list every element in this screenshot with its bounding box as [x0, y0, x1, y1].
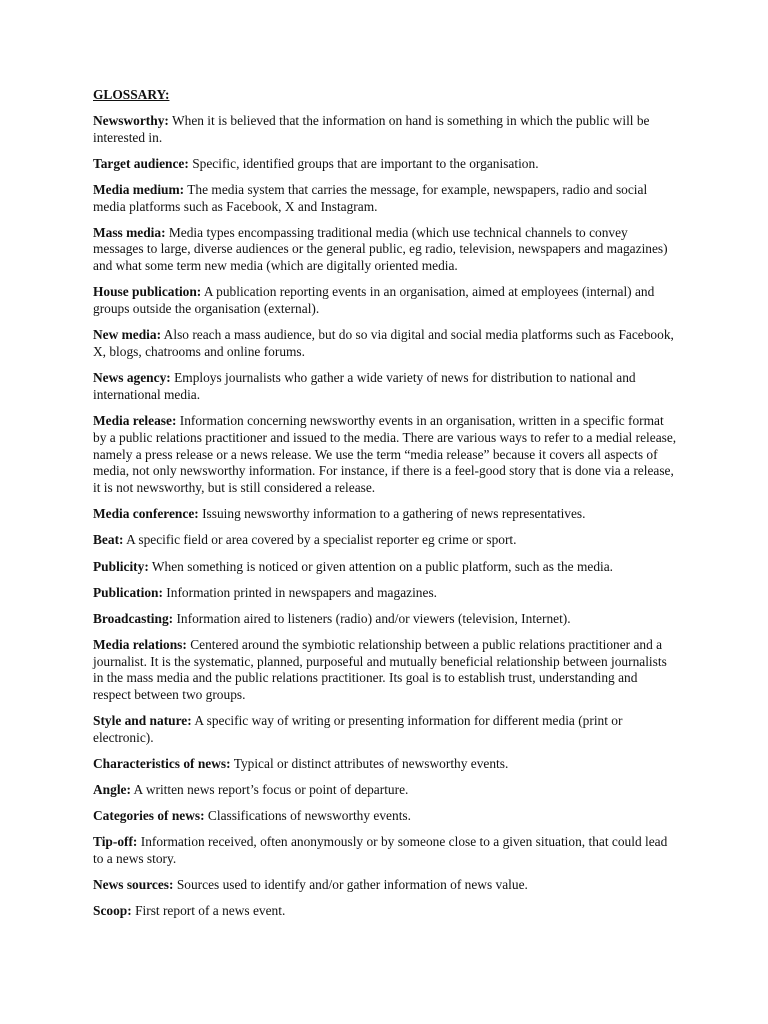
entry-definition: Information concerning newsworthy events in an organisation, written in a specific format by a public relations practitioner and issued to the media. There are various ways to refer to a medial release, namely a press release or a news release. We use the term “media release” because it covers all aspects of media, not only newsworthy information. For instance, if there is a feel-good story that is done via a release, it is not newsworthy, but is still considered a release.	[93, 413, 677, 496]
glossary-entry-publicity	[93, 559, 678, 576]
entry-definition: Also reach a mass audience, but do so via digital and social media platforms such as Facebook, X, blogs, chatrooms and online forums.	[93, 327, 674, 360]
entry-term: Mass media:	[93, 224, 166, 240]
entry-term: Media relations:	[93, 636, 187, 652]
entry-term: News agency:	[93, 370, 171, 386]
glossary-entry-publication	[93, 585, 678, 602]
entry-definition: When something is noticed or given attention on a public platform, such as the media.	[151, 558, 614, 574]
glossary-entry-media-conference	[93, 506, 678, 523]
entry-term: Characteristics of news:	[93, 756, 231, 772]
entry-term: Broadcasting:	[93, 610, 174, 626]
entry-term: Publication:	[93, 584, 163, 600]
entry-definition: Centered around the symbiotic relationship between a public relations practitioner and a journalist. It is the systematic, planned, purposeful and mutually beneficial relationship between journalists in the mass media and the public relations practitioner. Its goal is to establish trust, understanding and respect between two groups.	[93, 636, 667, 703]
glossary-entry-newsworthy	[93, 113, 678, 147]
entry-term: Tip-off:	[93, 834, 138, 850]
entry-definition: Media types encompassing traditional media (which use technical channels to convey messages to large, diverse audiences or the general public, eg radio, television, newspapers and magazines) and what some term new media (which are digitally oriented media.	[93, 224, 668, 274]
entry-term: Scoop:	[93, 903, 132, 919]
glossary-entry-media-relations	[93, 637, 678, 704]
glossary-entry-media-medium	[93, 182, 678, 216]
entry-definition: A written news report’s focus or point of departure.	[133, 782, 409, 798]
glossary-entry-broadcasting	[93, 611, 678, 628]
glossary-entry-media-release	[93, 413, 678, 497]
entry-definition: Issuing newsworthy information to a gathering of news representatives.	[202, 506, 586, 522]
document-page	[93, 87, 678, 930]
glossary-entry-house-publication	[93, 284, 678, 318]
entry-term: News sources:	[93, 877, 174, 893]
entry-term: House publication:	[93, 284, 202, 300]
entry-term: Angle:	[93, 782, 131, 798]
entry-definition: Specific, identified groups that are important to the organisation.	[192, 155, 539, 171]
glossary-entry-target-audience	[93, 156, 678, 173]
entry-term: Target audience:	[93, 155, 189, 171]
entry-definition: Sources used to identify and/or gather information of news value.	[176, 877, 528, 893]
entry-term: Beat:	[93, 532, 124, 548]
entry-term: Media medium:	[93, 181, 185, 197]
entry-definition: The media system that carries the message, for example, newspapers, radio and social media platforms such as Facebook, X and Instagram.	[93, 181, 648, 214]
entry-definition: Employs journalists who gather a wide variety of news for distribution to national and international media.	[93, 370, 636, 402]
entry-definition: Typical or distinct attributes of newsworthy events.	[233, 756, 509, 772]
entry-definition: A specific way of writing or presenting information for different media (print or electronic).	[93, 713, 623, 746]
glossary-entry-characteristics-of-news	[93, 756, 678, 773]
entry-definition: Information received, often anonymously or by someone close to a given situation, that could lead to a news story.	[93, 834, 668, 867]
entry-term: Media release:	[93, 413, 177, 429]
glossary-entry-scoop	[93, 903, 678, 920]
entry-term: Style and nature:	[93, 713, 192, 729]
entry-definition: Information printed in newspapers and magazines.	[166, 584, 437, 600]
glossary-entry-news-agency	[93, 370, 678, 404]
entry-definition: A publication reporting events in an organisation, aimed at employees (internal) and groups outside the organisation (external).	[93, 284, 655, 317]
glossary-entry-categories-of-news	[93, 808, 678, 825]
glossary-entry-beat	[93, 532, 678, 549]
entry-term: Categories of news:	[93, 808, 205, 824]
glossary-entry-angle	[93, 782, 678, 799]
entry-definition: First report of a news event.	[135, 903, 286, 919]
entry-term: New media:	[93, 327, 162, 343]
entry-term: Publicity:	[93, 558, 149, 574]
entry-definition: Classifications of newsworthy events.	[207, 808, 411, 824]
entry-term: Newsworthy:	[93, 112, 169, 128]
glossary-entry-mass-media	[93, 225, 678, 275]
glossary-entry-new-media	[93, 327, 678, 361]
entry-definition: A specific field or area covered by a specialist reporter eg crime or sport.	[126, 532, 517, 548]
entry-definition: Information aired to listeners (radio) and/or viewers (television, Internet).	[176, 610, 571, 626]
glossary-entry-style-and-nature	[93, 713, 678, 747]
entry-term: Media conference:	[93, 506, 199, 522]
entry-definition: When it is believed that the information on hand is something in which the public will be interested in.	[93, 112, 650, 145]
glossary-heading: GLOSSARY:	[93, 87, 170, 102]
glossary-entry-tip-off	[93, 834, 678, 868]
glossary-entry-news-sources	[93, 877, 678, 894]
